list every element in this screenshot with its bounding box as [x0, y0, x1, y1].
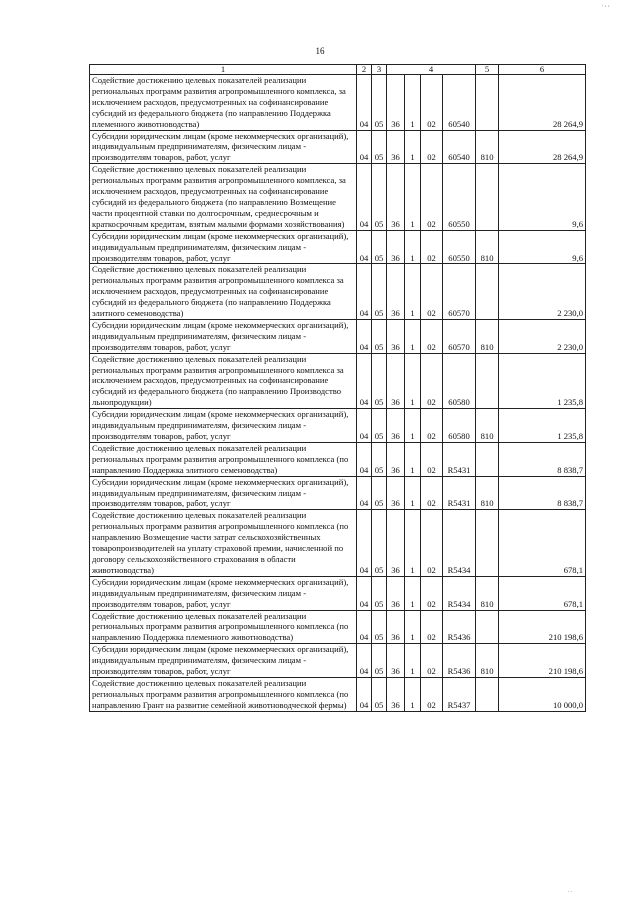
program-code: 36	[387, 442, 405, 476]
expense-type-code: 810	[476, 130, 499, 164]
row-name: Содействие достижению целевых показателей реализации региональных программ развития агропромышленного комплекса за исключением расходов, предусмотренных на софинансирование субсидий из федерального бюджета (по направлению Производство льнопродукции)	[92, 353, 344, 408]
row-name: Субсидии юридическим лицам (кроме некоммерческих организаций), индивидуальным предпринимателям, физическим лицам - производителям товаров, работ, услуг	[92, 319, 349, 352]
direction-code: R5436	[443, 610, 476, 644]
event-code: 02	[421, 409, 443, 443]
event-code: 02	[421, 644, 443, 678]
row-amount: 28 264,9	[499, 130, 586, 164]
row-amount: 2 230,0	[499, 319, 586, 353]
subprogram-code: 1	[405, 576, 421, 610]
program-code: 36	[387, 353, 405, 409]
row-amount: 210 198,6	[499, 644, 586, 678]
row-name-cell	[90, 442, 357, 476]
section-code: 04	[357, 576, 372, 610]
program-code: 36	[387, 677, 405, 711]
expense-type-code: 810	[476, 409, 499, 443]
subsection-code: 05	[372, 409, 387, 443]
table-row	[90, 576, 586, 610]
event-code: 02	[421, 576, 443, 610]
direction-code: 60550	[443, 164, 476, 230]
subsection-code: 05	[372, 677, 387, 711]
section-code: 04	[357, 130, 372, 164]
direction-code: R5431	[443, 442, 476, 476]
event-code: 02	[421, 230, 443, 264]
section-code: 04	[357, 264, 372, 320]
expense-type-code: 810	[476, 476, 499, 510]
expense-type-code	[476, 164, 499, 230]
program-code: 36	[387, 264, 405, 320]
row-name: Субсидии юридическим лицам (кроме некоммерческих организаций), индивидуальным предпринимателям, физическим лицам - производителям товаров, работ, услуг	[92, 476, 349, 509]
row-name: Содействие достижению целевых показателей реализации региональных программ развития агропромышленного комплекса, за исключением расходов, предусмотренных на софинансирование субсидий из федерального бюджета (по направлению Поддержка племенного животноводства)	[92, 75, 346, 129]
expense-type-code: 810	[476, 230, 499, 264]
row-amount: 9,6	[499, 230, 586, 264]
table-row	[90, 164, 586, 230]
table-row	[90, 442, 586, 476]
program-code: 36	[387, 476, 405, 510]
row-name-cell	[90, 510, 357, 576]
section-code: 04	[357, 230, 372, 264]
program-code: 36	[387, 510, 405, 576]
section-code: 04	[357, 442, 372, 476]
section-code: 04	[357, 510, 372, 576]
subsection-code: 05	[372, 442, 387, 476]
row-amount: 1 235,8	[499, 409, 586, 443]
direction-code: 60540	[443, 130, 476, 164]
program-code: 36	[387, 130, 405, 164]
table-row	[90, 230, 586, 264]
program-code: 36	[387, 644, 405, 678]
section-code: 04	[357, 164, 372, 230]
row-name: Содействие достижению целевых показателей реализации региональных программ развития агропромышленного комплекса (по направлению Возмещение части затрат сельскохозяйственных товаропроизводителей на уплату страховой премии, начисленной по договору сельскохозяйственного страхования в области животноводства)	[92, 510, 349, 575]
row-amount: 210 198,6	[499, 610, 586, 644]
subsection-code: 05	[372, 164, 387, 230]
event-code: 02	[421, 264, 443, 320]
section-code: 04	[357, 353, 372, 409]
event-code: 02	[421, 164, 443, 230]
section-code: 04	[357, 319, 372, 353]
section-code: 04	[357, 677, 372, 711]
table-row	[90, 644, 586, 678]
header-col-6: 6	[499, 65, 586, 75]
expense-type-code	[476, 610, 499, 644]
subsection-code: 05	[372, 264, 387, 320]
direction-code: R5434	[443, 510, 476, 576]
subprogram-code: 1	[405, 353, 421, 409]
header-col-1: 1	[90, 65, 357, 75]
subprogram-code: 1	[405, 476, 421, 510]
row-name: Содействие достижению целевых показателей реализации региональных программ развития агропромышленного комплекса, за исключением расходов, предусмотренных на софинансирование субсидий из федерального бюджета (по направлению Возмещение части процентной ставки по долгосрочным, среднесрочным и краткосрочным кредитам, взятым малыми формами хозяйствования)	[92, 164, 346, 229]
subprogram-code: 1	[405, 677, 421, 711]
direction-code: 60570	[443, 319, 476, 353]
row-amount: 2 230,0	[499, 264, 586, 320]
section-code: 04	[357, 409, 372, 443]
row-name-cell	[90, 264, 357, 320]
direction-code: 60580	[443, 409, 476, 443]
row-amount: 1 235,8	[499, 353, 586, 409]
row-amount: 28 264,9	[499, 75, 586, 131]
row-amount: 678,1	[499, 576, 586, 610]
program-code: 36	[387, 319, 405, 353]
subsection-code: 05	[372, 644, 387, 678]
event-code: 02	[421, 510, 443, 576]
subprogram-code: 1	[405, 409, 421, 443]
subsection-code: 05	[372, 576, 387, 610]
program-code: 36	[387, 576, 405, 610]
subprogram-code: 1	[405, 264, 421, 320]
row-name: Содействие достижению целевых показателей реализации региональных программ развития агропромышленного комплекса (по направлению Поддержка племенного животноводства)	[92, 610, 349, 643]
page-number: 16	[315, 46, 325, 56]
row-name-cell	[90, 610, 357, 644]
table-row	[90, 610, 586, 644]
subsection-code: 05	[372, 130, 387, 164]
program-code: 36	[387, 75, 405, 131]
row-name-cell	[90, 164, 357, 230]
expense-type-code: 810	[476, 319, 499, 353]
direction-code: R5431	[443, 476, 476, 510]
subsection-code: 05	[372, 610, 387, 644]
row-name-cell	[90, 130, 357, 164]
expense-type-code	[476, 442, 499, 476]
subsection-code: 05	[372, 476, 387, 510]
row-amount: 8 838,7	[499, 442, 586, 476]
subsection-code: 05	[372, 353, 387, 409]
header-col-5: 5	[476, 65, 499, 75]
row-name-cell	[90, 476, 357, 510]
subprogram-code: 1	[405, 130, 421, 164]
expense-type-code	[476, 510, 499, 576]
row-name: Субсидии юридическим лицам (кроме некоммерческих организаций), индивидуальным предпринимателям, физическим лицам - производителям товаров, работ, услуг	[92, 409, 349, 441]
event-code: 02	[421, 319, 443, 353]
row-name: Содействие достижению целевых показателей реализации региональных программ развития агропромышленного комплекса за исключением расходов, предусмотренных на софинансирование субсидий из федерального бюджета (по направлению Поддержка элитного семеноводства)	[92, 264, 344, 319]
subprogram-code: 1	[405, 610, 421, 644]
event-code: 02	[421, 353, 443, 409]
corner-mark-top: . , ,	[602, 2, 610, 8]
row-name: Содействие достижению целевых показателей реализации региональных программ развития агропромышленного комплекса (по направлению Поддержка элитного семеноводства)	[92, 442, 349, 475]
table-row	[90, 130, 586, 164]
event-code: 02	[421, 476, 443, 510]
subsection-code: 05	[372, 319, 387, 353]
table-row	[90, 319, 586, 353]
event-code: 02	[421, 442, 443, 476]
row-name-cell	[90, 644, 357, 678]
expense-type-code	[476, 264, 499, 320]
table-row	[90, 476, 586, 510]
row-amount: 10 000,0	[499, 677, 586, 711]
row-name-cell	[90, 75, 357, 131]
row-name-cell	[90, 409, 357, 443]
direction-code: 60570	[443, 264, 476, 320]
direction-code: 60550	[443, 230, 476, 264]
row-name-cell	[90, 576, 357, 610]
direction-code: R5436	[443, 644, 476, 678]
program-code: 36	[387, 230, 405, 264]
row-name-cell	[90, 319, 357, 353]
budget-table	[89, 64, 586, 712]
header-col-3: 3	[372, 65, 387, 75]
row-name-cell	[90, 677, 357, 711]
direction-code: R5437	[443, 677, 476, 711]
header-col-2: 2	[357, 65, 372, 75]
table-row	[90, 75, 586, 131]
corner-mark-bottom: . .	[568, 888, 573, 894]
event-code: 02	[421, 610, 443, 644]
expense-type-code	[476, 353, 499, 409]
subprogram-code: 1	[405, 230, 421, 264]
subprogram-code: 1	[405, 164, 421, 230]
subprogram-code: 1	[405, 319, 421, 353]
event-code: 02	[421, 75, 443, 131]
expense-type-code: 810	[476, 644, 499, 678]
subsection-code: 05	[372, 230, 387, 264]
row-amount: 678,1	[499, 510, 586, 576]
event-code: 02	[421, 130, 443, 164]
row-name: Субсидии юридическим лицам (кроме некоммерческих организаций), индивидуальным предпринимателям, физическим лицам - производителям товаров, работ, услуг	[92, 644, 349, 677]
program-code: 36	[387, 409, 405, 443]
section-code: 04	[357, 75, 372, 131]
subprogram-code: 1	[405, 510, 421, 576]
table-row	[90, 353, 586, 409]
program-code: 36	[387, 164, 405, 230]
section-code: 04	[357, 644, 372, 678]
table-row	[90, 510, 586, 576]
program-code: 36	[387, 610, 405, 644]
row-name: Содействие достижению целевых показателей реализации региональных программ развития агропромышленного комплекса (по направлению Грант на развитие семейной животноводческой фермы)	[92, 677, 349, 710]
row-name-cell	[90, 353, 357, 409]
subsection-code: 05	[372, 510, 387, 576]
header-col-4: 4	[387, 65, 476, 75]
event-code: 02	[421, 677, 443, 711]
subprogram-code: 1	[405, 75, 421, 131]
section-code: 04	[357, 476, 372, 510]
row-name: Субсидии юридическим лицам (кроме некоммерческих организаций), индивидуальным предпринимателям, физическим лицам - производителям товаров, работ, услуг	[92, 130, 349, 163]
table-row	[90, 409, 586, 443]
row-name-cell	[90, 230, 357, 264]
subprogram-code: 1	[405, 442, 421, 476]
direction-code: R5434	[443, 576, 476, 610]
row-amount: 9,6	[499, 164, 586, 230]
subsection-code: 05	[372, 75, 387, 131]
row-name: Субсидии юридическим лицам (кроме некоммерческих организаций), индивидуальным предпринимателям, физическим лицам - производителям товаров, работ, услуг	[92, 576, 349, 609]
table-row	[90, 264, 586, 320]
expense-type-code	[476, 75, 499, 131]
row-name: Субсидии юридическим лицам (кроме некоммерческих организаций), индивидуальным предпринимателям, физическим лицам - производителям товаров, работ, услуг	[92, 230, 349, 263]
direction-code: 60580	[443, 353, 476, 409]
table-row	[90, 677, 586, 711]
table-header-row	[90, 65, 586, 75]
direction-code: 60540	[443, 75, 476, 131]
subprogram-code: 1	[405, 644, 421, 678]
expense-type-code: 810	[476, 576, 499, 610]
section-code: 04	[357, 610, 372, 644]
row-amount: 8 838,7	[499, 476, 586, 510]
expense-type-code	[476, 677, 499, 711]
